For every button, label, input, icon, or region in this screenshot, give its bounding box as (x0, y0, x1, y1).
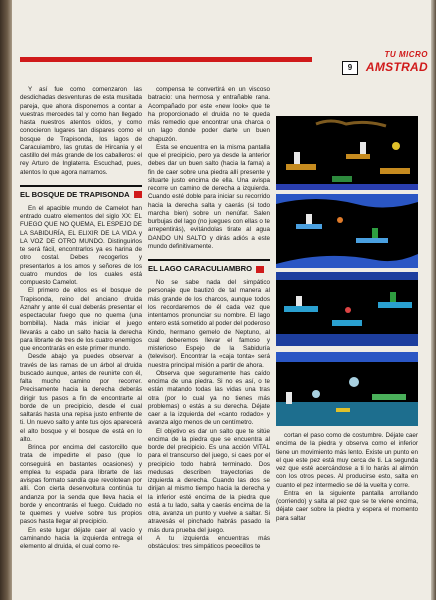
game-screenshot-1 (276, 116, 418, 190)
paragraph: En este lugar déjate caer al vacío y caminando hacia la izquierda entrega el elemento al druida, el cual como re- (20, 526, 142, 550)
paragraph: El primero de ellos es el bosque de Trapisonda, reino del anciano druida Aznahr y ante él cual deberás presentar el espectacular fuego que no quema (una bombilla). Nada más iniciar el juego llevarás a cabo un salto hacia la derecha para librarte de tres de los cuatro enemigos que encontrarás en este primer mundo. (20, 287, 142, 352)
article-column-3 (276, 432, 418, 590)
paragraph: A tu izquierda encuentras más obstáculos: tres simpáticos peoecillos te (148, 534, 270, 550)
paragraph: Entra en la siguiente pantalla arrollando (corriendo) y salta al pez que se te viene encima, déjate caer sobre la piedra y espera el momento para saltar (276, 489, 418, 522)
section-heading (148, 259, 270, 273)
magazine-header (338, 50, 428, 80)
paragraph: Y así fue como comenzaron las desdichadas desventuras de esta musitada pareja, que ahora disponemos a contar a vuestras mercedes tal y como han llegado hasta nuestros atentos oídos, y como conocieron lugares tan dispares como el bosque de Trapisonda, los lagos de Caracuiambro, las grutas de Hircania y el castillo del más grande de los caballeros: el rey Arturo de Inglaterra. Escuchad, pues, atentos lo que agora narramos. (20, 86, 142, 176)
page-spine-shadow (0, 0, 12, 600)
paragraph: Desde abajo ya puedes observar a través de las ramas de un árbol al druida buscado aunque, antes de reunirte con él, falta mucho camino por recorrer. Precisamente hacia la derecha deberás dirigir tus pasos a fin de encontrarte al borde de un precipicio, desde el cual saltarás hasta una repisa justo enfrente de ti. Un nuevo salto y ante tus ojos aparecerá el alto bosque y el bosque de está en lo alto. (20, 353, 142, 443)
page-number: 9 (342, 61, 358, 75)
game-screenshot-2 (276, 194, 418, 268)
brand-label: TU MICRO (384, 50, 428, 59)
paragraph: cortan el paso como de costumbre. Déjate caer encima de la piedra y observa como el inferior tiene un movimiento más lento. Existe un punto en el que este pez está muy cerca de ti. La segunda vez que esté acercándose a ti lo harás al alimón con los otros peces. Al producirse esto, salta en cuanto el pez intermedio se dé la vuelta y corre. (276, 432, 418, 489)
paragraph: compensa te convertirá en un viscoso batracio: una hermosa y entrañable rana. Acompañado por este «new look» que te ha proporcionado el druida no te queda más remedio que encontrar una charca o un lago donde poder darte un buen chapuzón. (148, 86, 270, 143)
paragraph: En el apacible mundo de Camelot han entrado cuatro elementos del siglo XX: EL FUEGO QUE NO QUEMA, EL ESPEJO DE LA SABIDURÍA, EL ELIXIR DE LA VIDA y LA VOZ DE OTRO MUNDO. Distinguirlos te será fácil, encontrarlos ya es harina de otro costal. Debes recogerlos y presentarlos a los amos y señores de los cuatro mundos de los cuales está compuesto Camelot. (20, 204, 142, 286)
section-heading-text: EL BOSQUE DE TRAPISONDA (20, 189, 130, 199)
paragraph: El objetivo es dar un salto que te sitúe encima de la piedra que se encuentra al borde del precipicio. Es una acción VITAL para el transcurso del juego, si caes por el precipicio todo habrá terminado. Dos medusas describen trayectorias de izquierda a derecha. Cuando las dos se dirijan al mismo tiempo hacia la derecha y la inferior esté encima de la piedra que está a tu lado, salta y caerás encima de la otra, avanza un punto y vuelve a saltar. Si atravesás el pinchado habrás pasado la más dura prueba del juego. (148, 427, 270, 534)
header-rule (20, 57, 312, 62)
magazine-title: AMSTRAD (365, 60, 428, 74)
game-screenshot-3 (276, 272, 418, 346)
game-screenshot-4 (276, 352, 418, 426)
paragraph: Brinca por encima del castorcillo que trata de impedirte el paso (que lo conseguirá en bastantes ocasiones) y emplea tu espada para librarte de las avispas formato sandía que revolotean por allí. Con cierta desenvoltura continúa tu andanza por la senda que lleva hacia el borde y encontrarás el fuego. Cuidado no te quemes y vuelve sobre tus propios pasos hasta llegar al precipicio. (20, 444, 142, 526)
paragraph: No se sabe nada del simpático personaje que bautizó de tal manera al más grande de los charcos, aunque todos los recordaremos de él cada vez que intentamos pronunciar su nombre. El lago entero está sometido al poder del poderoso Kindo, hermano gemelo de Neptuno, al cual deberemos llevar el famoso y misterioso Espejo de la Sabiduría (televisor). Encontrar la «caja tonta» será nuestra principal misión a partir de ahora. (148, 279, 270, 369)
article-column-2 (148, 86, 270, 591)
section-heading-text: EL LAGO CARACULIAMBRO (148, 264, 253, 273)
page-right-edge (431, 0, 436, 600)
section-heading (20, 185, 142, 199)
paragraph: Observa que seguramente has caído encima de una piedra. Si no es así, o te están matando todas las vidas una tras otra (por lo cual ya no tienes más problemas) o estás a su derecha. Déjate caer a la izquierda del «canto rodado» y avanza algo menos de un centímetro. (148, 369, 270, 427)
article-column-1 (20, 86, 142, 591)
red-square-marker (256, 266, 264, 273)
paragraph: Esta se encuentra en la misma pantalla que el precipicio, pero ya desde la anterior debes dar un buen salto (hacia la fama) a fin de caer sobre una piedra allí presente y situarte justo encima de ella. Una avispa recorre un camino de derecha a izquierda. Cuando esté doble para iniciar su recorrido hacia la derecha salta y caerás (si todo marcha bien) sobre un nenúfar. Salen burbujas del lago (no juegues con ellas o te arrepentirás), evitándolas tirate al agua DANDO UN SALTO y dirás adiós a este mundo definitivamente. (148, 143, 270, 250)
red-square-marker (134, 191, 142, 198)
